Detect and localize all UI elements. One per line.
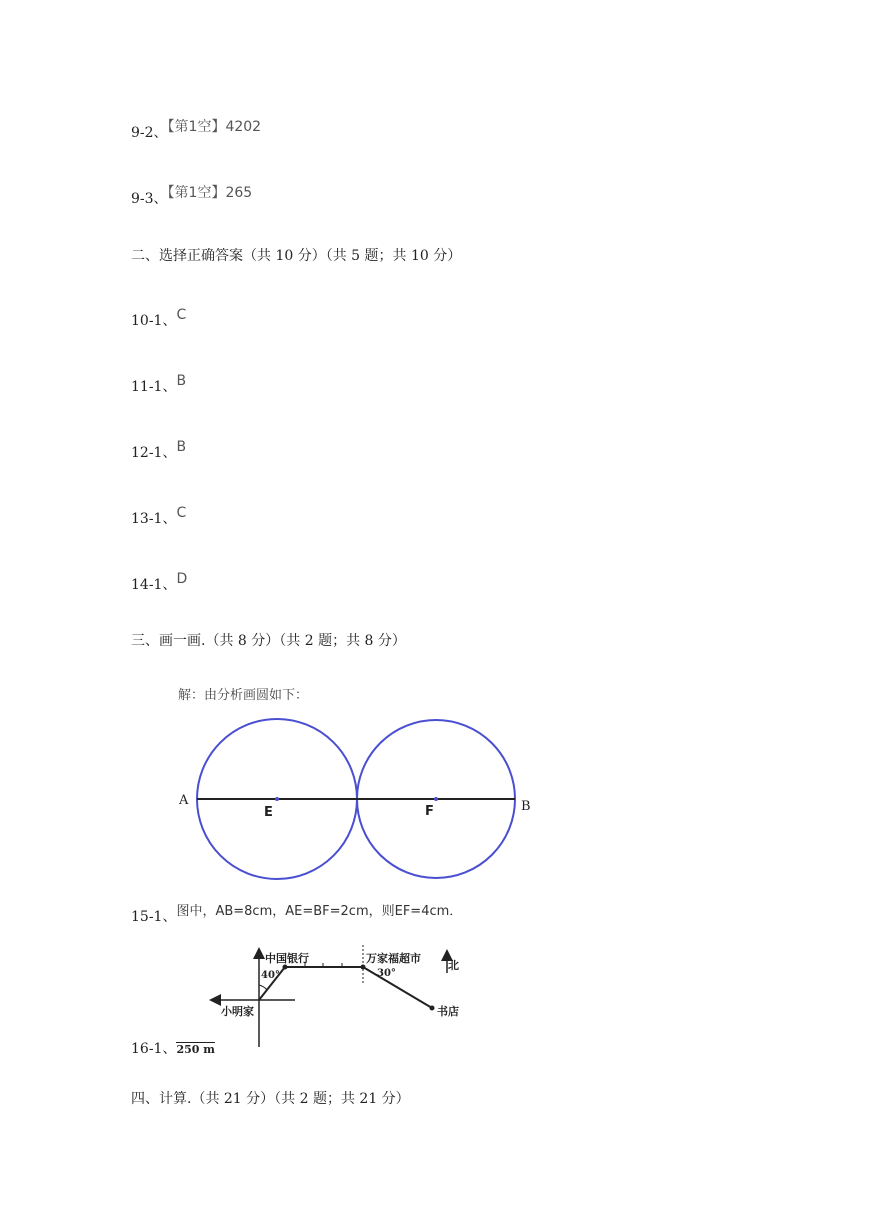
answer-row: [131, 900, 463, 925]
answer-row: [131, 505, 187, 528]
angle-40-label: 40°: [261, 970, 280, 981]
label-a: A: [179, 793, 189, 808]
route-map-figure: [205, 945, 465, 1055]
center-e-point: [275, 797, 279, 801]
answer-row: [131, 307, 187, 330]
bookstore-point: [430, 1006, 435, 1011]
solution-intro: 解：由分析画圆如下：: [178, 688, 309, 703]
item-number: 10-1、: [131, 313, 177, 329]
section-heading: 二、选择正确答案（共 10 分）（共 5 题；共 10 分）: [131, 248, 462, 264]
item-number: 11-1、: [131, 379, 177, 395]
route-market-to-bookstore: [363, 967, 432, 1008]
item-number: 13-1、: [131, 511, 177, 527]
angle-arc-40: [259, 985, 267, 990]
label-f: F: [425, 804, 434, 819]
section-heading: 三、画一画.（共 8 分）（共 2 题；共 8 分）: [131, 633, 406, 649]
north-label: 北: [448, 959, 459, 972]
item-answer: C: [176, 307, 187, 323]
center-f-point: [434, 797, 438, 801]
item-answer: 【第1空】4202: [167, 119, 262, 135]
item-number: 9-2、: [131, 125, 168, 141]
answer-row: [131, 439, 187, 462]
item-number: 16-1、: [131, 1041, 177, 1057]
market-point: [361, 965, 366, 970]
market-label: 万家福超市: [366, 952, 421, 965]
answer-row: [131, 1038, 215, 1058]
answer-row: [131, 373, 187, 396]
item-number: 12-1、: [131, 445, 177, 461]
bank-label: 中国银行: [265, 952, 309, 965]
item-number: 9-3、: [131, 191, 168, 207]
item-answer: B: [176, 373, 187, 389]
item-answer: 图中，AB=8cm，AE=BF=2cm，则EF=4cm．: [176, 904, 463, 919]
item-number: 15-1、: [131, 909, 177, 925]
two-circles-figure: [170, 712, 570, 902]
answer-row: [131, 119, 262, 142]
scale-label: 250 m: [176, 1043, 215, 1056]
answer-row: [131, 185, 253, 208]
item-answer: 【第1空】265: [167, 185, 253, 201]
item-answer: C: [176, 505, 187, 521]
angle-30-label: 30°: [377, 968, 396, 979]
item-answer: D: [176, 571, 188, 587]
home-label: 小明家: [221, 1005, 254, 1018]
answer-row: [131, 571, 188, 594]
section-heading: 四、计算.（共 21 分）（共 2 题；共 21 分）: [131, 1091, 410, 1107]
label-e: E: [264, 805, 273, 820]
item-number: 14-1、: [131, 577, 177, 593]
bookstore-label: 书店: [437, 1005, 459, 1018]
item-answer: B: [176, 439, 187, 455]
label-b: B: [521, 799, 531, 814]
